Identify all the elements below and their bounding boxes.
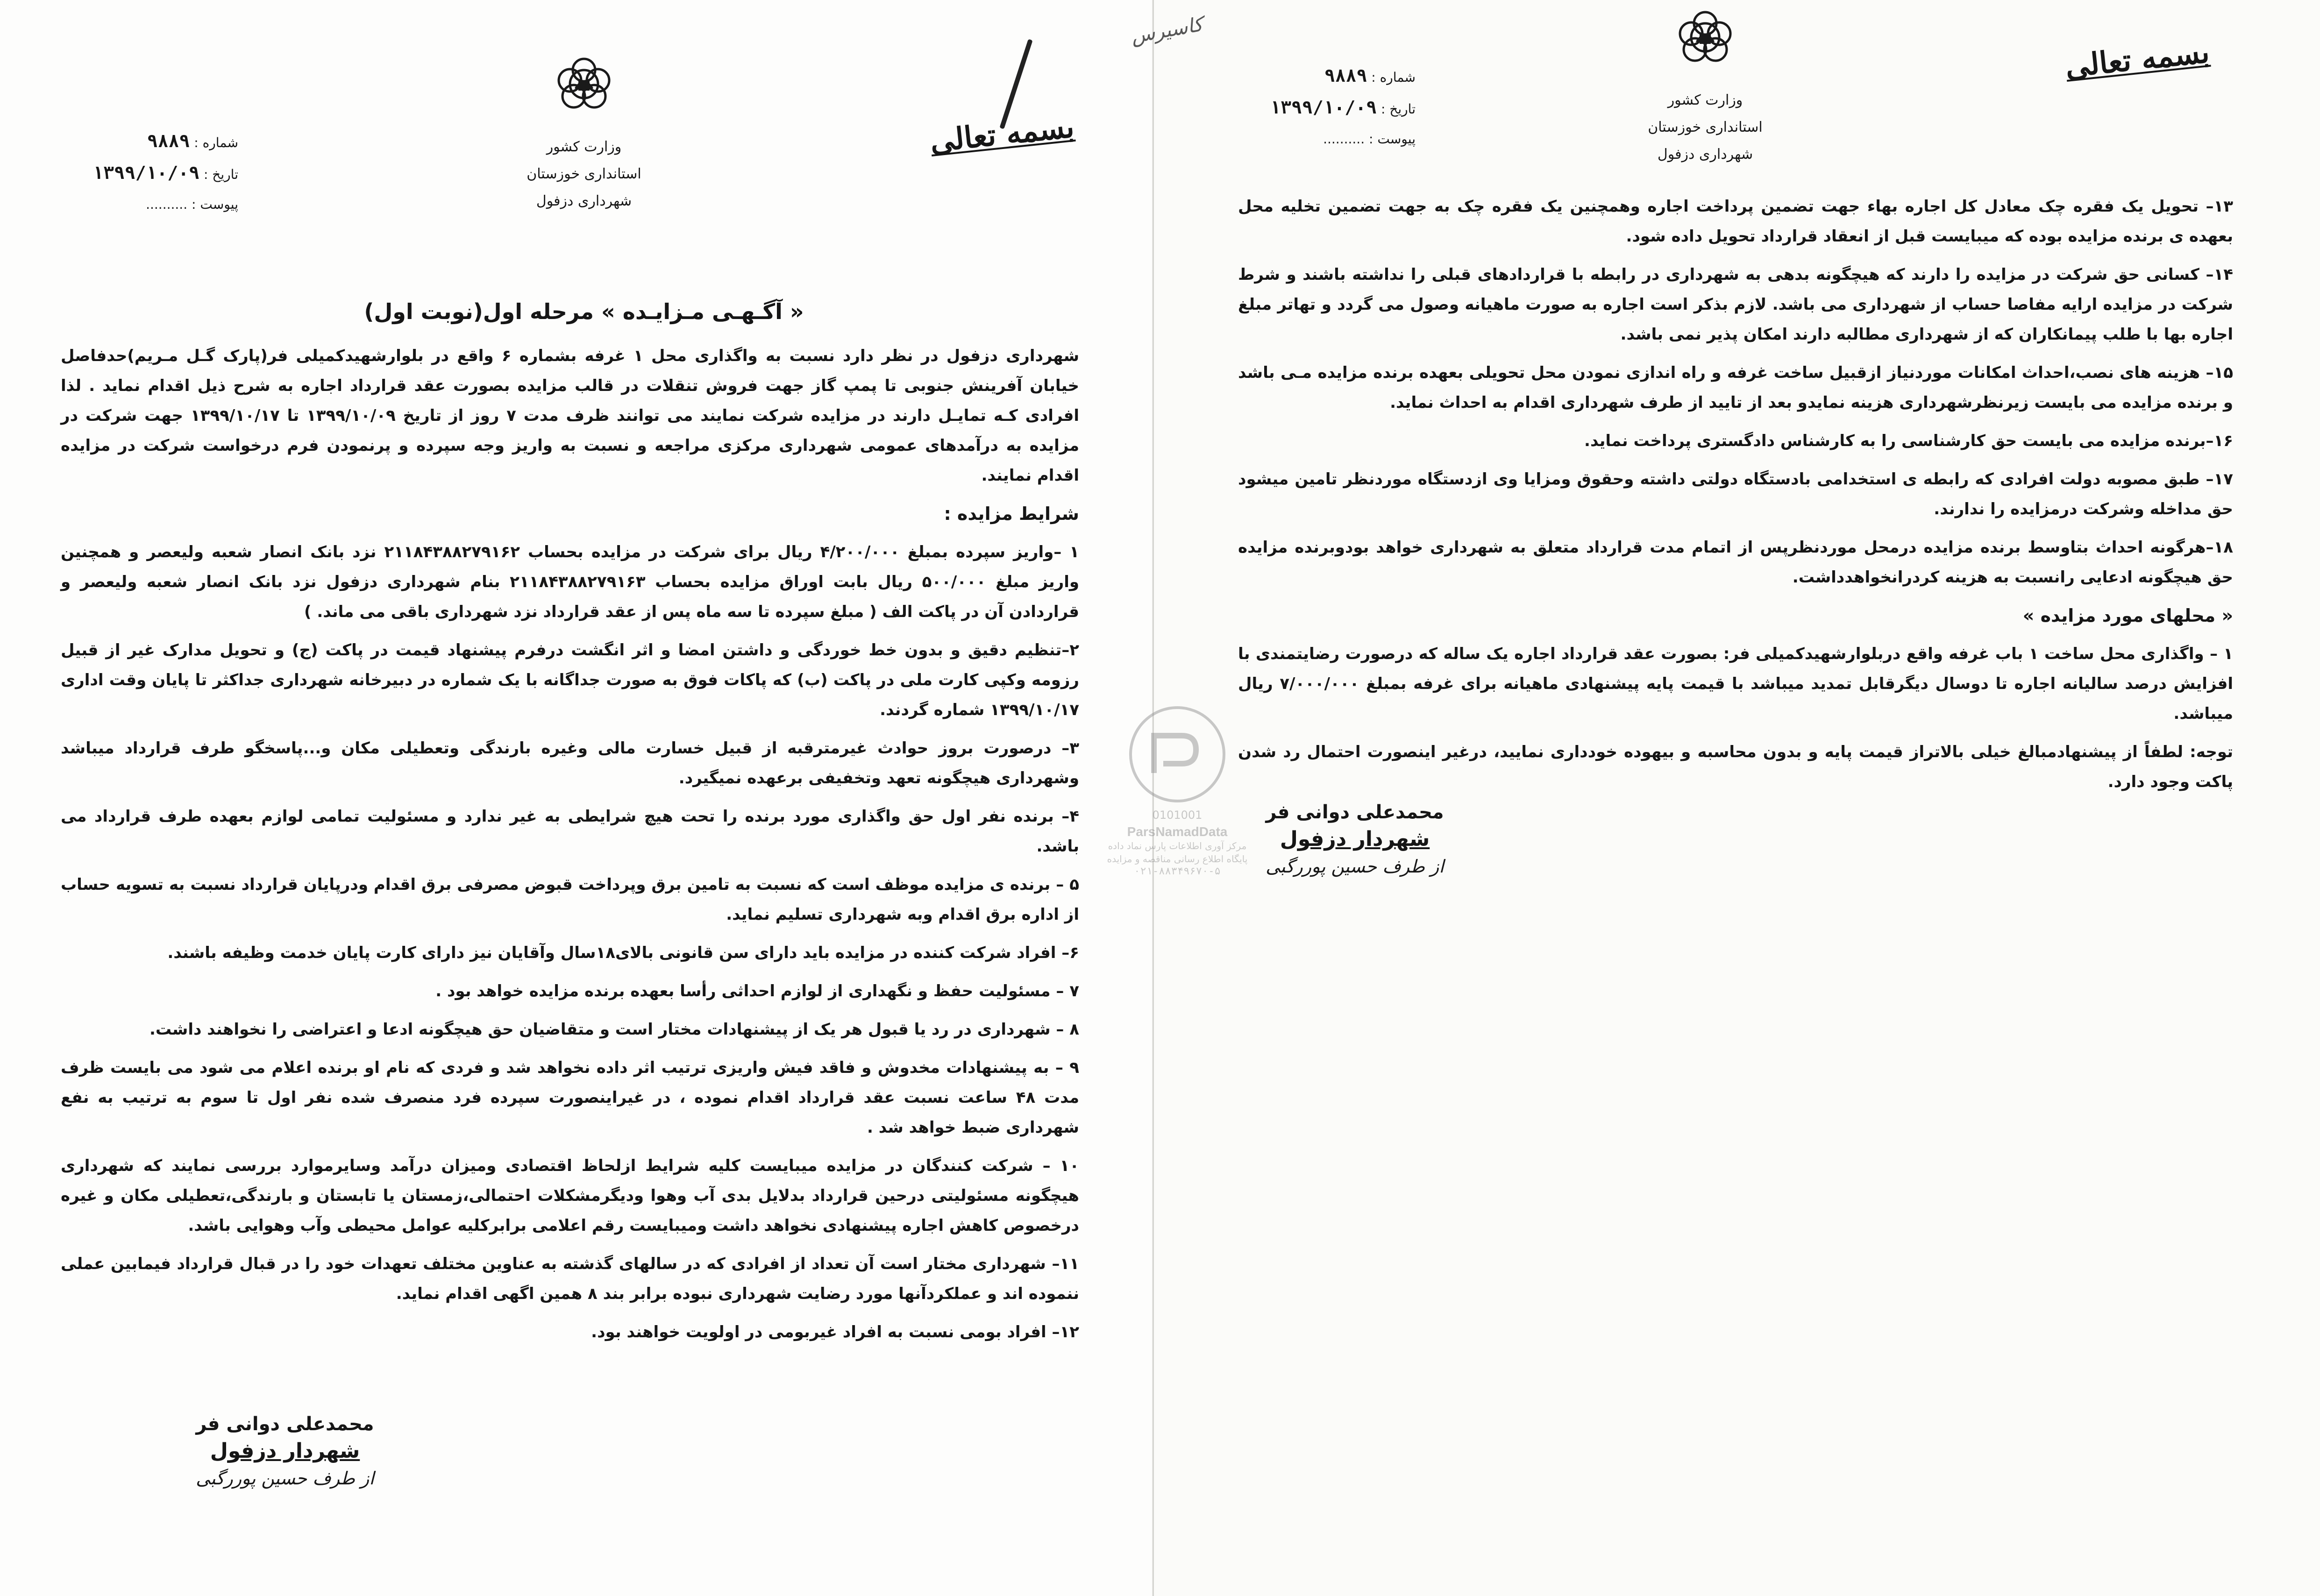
locations-title: « محلهای مورد مزایده » (2022, 605, 2233, 626)
condition-2: ۲–تنظیم دقیق و بدون خط خوردگی و داشتن امضا و اثر انگشت درفرم پیشنهاد قیمت در پاکت (ج) و تحویل مدارک غیر از قبیل رزومه وکپی کارت ملی در پاکت (ب) که پاکات فوق به صورت جداگانه با یک شماره در دبیرخانه شهرداری جداکثر تا پایان وقت اداری ۱۳۹۹/۱۰/۱۷ شماره گردند. (61, 641, 1079, 719)
municipality-emblem-icon (1672, 5, 1738, 75)
letter-meta (1154, 61, 1416, 154)
handwritten-margin-note: کاسیرس (1129, 12, 1205, 48)
location-item-1: ۱ – واگذاری محل ساخت ۱ باب غرفه واقع دربلوارشهیدکمیلی فر: بصورت عقد قرارداد اجاره یک ساله که درصورت رضایتمندی با افزایش درصد سالیانه اجاره تا دوسال دیگرقابل تمدید میباشد با قیمت پایه پیشنهادی ماهیانه برای غرفه بمبلغ ۷/۰۰۰/۰۰۰ ریال میباشد. (1238, 645, 2234, 723)
number-label: شماره : (194, 135, 238, 150)
number-value: ۹۸۸۹ (147, 131, 190, 151)
bismillah-header: بسمه تعالی (928, 109, 1076, 159)
condition-15: ۱۵– هزینه های نصب،احداث امکانات موردنیاز ازقبیل ساخت غرفه و راه اندازی نمودن محل تحویلی بعهده برنده مزایده مـی باشد و برنده مزایده می بایست زیرنظرشهرداری هزینه نمایدو بعد از تایید از طرف شهرداری اقدام به احداث نماید. (1238, 363, 2233, 412)
condition-1: ۱ –واریز سپرده بمبلغ ۴/۲۰۰/۰۰۰ ریال برای شرکت در مزایده بحساب ۲۱۱۸۴۳۸۸۲۷۹۱۶۲ نزد بانک انصار شعبه ولیعصر و همچنین واریز مبلغ ۵۰۰/۰۰۰ ریال بابت اوراق مزایده بحساب ۲۱۱۸۴۳۸۸۲۷۹۱۶۳ بنام شهرداری دزفول نزد بانک انصار شعبه ولیعصر و قراردادن آن در پاکت الف ( مبلغ سپرده تا سه ماه پس از عقد قرارداد نزد شهرداری باقی می ماند. ) (61, 543, 1079, 621)
condition-13: ۱۳– تحویل یک فقره چک معادل کل اجاره بهاء جهت تضمین پرداخت اجاره وهمچنین یک فقره چک به جهت تضمین تخلیه محل بعهده ی برنده مزایده بوده که میبایست قبل از انعقاد قرارداد تحویل داده شود. (1238, 197, 2233, 246)
number-value: ۹۸۸۹ (1324, 65, 1367, 86)
condition-7: ۷ – مسئولیت حفظ و نگهداری از لوازم احداثی رأسا بعهده برنده مزایده خواهد بود . (435, 982, 1079, 1000)
attachment-label: پیوست : .......... (146, 197, 238, 212)
right-page (1154, 0, 2320, 1596)
province-label: استانداری خوزستان (527, 166, 641, 182)
municipality-label: شهرداری دزفول (536, 193, 632, 209)
signatory-name: محمدعلی دوانی فر (196, 1413, 374, 1435)
notice-body-continued (1238, 192, 2233, 805)
condition-3: ۳– درصورت بروز حوادث غیرمترقبه از قبیل خسارت مالی وغیره بارندگی وتعطیلی مکان و...پاسخگو طرف قرارداد میباشد وشهرداری هیچگونه تعهد وتخفیفی برعهده نمیگیرد. (61, 739, 1079, 787)
date-value: ۱۳۹۹/۱۰/۰۹ (93, 163, 200, 183)
signatory-role: شهردار دزفول (210, 1439, 360, 1463)
notice-body (61, 341, 1079, 1355)
condition-12: ۱۲– افراد بومی نسبت به افراد غیربومی در اولویت خواهند بود. (591, 1323, 1079, 1341)
letterhead (1616, 5, 1794, 168)
handwritten-signature: از طرف حسین پوررگبی (1266, 856, 1444, 877)
watermark-phone: ۰۲۱-۸۸۳۴۹۶۷۰-۵ (1134, 865, 1221, 877)
watermark-name: ParsNamadData (1127, 824, 1228, 839)
attachment-label: پیوست : .......... (1323, 131, 1416, 147)
signatory-role: شهردار دزفول (1280, 827, 1430, 851)
letter-meta (19, 126, 238, 220)
condition-18: ۱۸–هرگونه احداث بتاوسط برنده مزایده درمحل موردنظرپس از اتمام مدت قرارداد متعلق به شهرداری خواهد بودوبرنده مزایده حق هیچگونه ادعایی رانسبت به هزینه کردرانخواهدداشت. (1238, 538, 2233, 587)
left-page (0, 0, 1154, 1596)
handwritten-signature: از طرف حسین پوررگبی (196, 1468, 374, 1489)
municipality-emblem-icon (551, 51, 617, 121)
condition-11: ۱۱– شهرداری مختار است آن تعداد از افرادی که در سالهای گذشته به عناوین مختلف تعهدات خود را در قبال قرارداد فیمابین عملی ننموده اند و عملکردآنها مورد رضایت شهرداری نبوده برابر بند ۸ همین اگهی اقدام نماید. (61, 1255, 1079, 1303)
ministry-label: وزارت کشور (546, 139, 622, 155)
condition-5: ۵ – برنده ی مزایده موظف است که نسبت به تامین برق وپرداخت قبوض مصرفی برق اقدام ودرپایان قرارداد نسبت به تسویه حساب از اداره برق اقدام وبه شهرداری تسلیم نماید. (61, 875, 1079, 924)
date-label: تاریخ : (203, 167, 238, 182)
date-label: تاریخ : (1381, 101, 1416, 117)
condition-10: ۱۰ – شرکت کنندگان در مزایده میبایست کلیه شرایط ازلحاظ اقتصادی ومیزان درآمد وسایرموارد بررسی نمایند که شهرداری هیچگونه مسئولیتی درحین قرارداد بدلایل بدی آب وهوا ودیگرمشکلات احتمالی،زمستان یا تابستان و بارندگی،تعطیلی مکان و غیره درخصوص کاهش اجاره پیشنهادی نخواهد داشت ومیبایست رقم اعلامی برابرکلیه عوامل محیطی وآب وهوایی باشد. (61, 1156, 1079, 1235)
letterhead (495, 51, 673, 215)
signature-block (154, 1411, 416, 1492)
condition-4: ۴– برنده نفر اول حق واگذاری مورد برنده را تحت هیچ شرایطی به غیر ندارد و مسئولیت تمامی لوازم بعهده طرف قرارداد می باشد. (61, 807, 1079, 856)
watermark-logo-icon (1126, 703, 1229, 806)
watermark-code: 0101001 (1152, 809, 1203, 822)
condition-17: ۱۷– طبق مصوبه دولت افرادی که رابطه ی استخدامی بادستگاه دولتی داشته وحقوق ومزایا وی ازدستگاه موردنظر تامین میشود حق مداخله وشرکت درمزایده را ندارند. (1238, 470, 2233, 518)
condition-9: ۹ – به پیشنهادات مخدوش و فاقد فیش واریزی ترتیب اثر داده نخواهد شد و فردی که نام او برنده اعلام می شود می بایست ظرف مدت ۴۸ ساعت نسبت عقد قرارداد اقدام نموده ، در غیراینصورت سپرده فرد منصرف شده نفر اول تا سوم به ترتیب به نفع شهرداری ضبط خواهد شد . (61, 1058, 1079, 1137)
condition-8: ۸ – شهرداری در رد یا قبول هر یک از پیشنهادات مختار است و متقاضیان حق هیچگونه ادعا و اعتراضی را نخواهند داشت. (149, 1020, 1079, 1039)
signatory-name: محمدعلی دوانی فر (1266, 802, 1444, 823)
bismillah-header: بسمه تعالی (2064, 35, 2211, 85)
price-note: توجه: لطفاً از پیشنهادمبالغ خیلی بالاتراز قیمت پایه و بدون محاسبه و بیهوده خودداری نمایید، درغیر اینصورت احتمال رد شدن پاکت وجود دارد. (1238, 743, 2233, 791)
date-value: ۱۳۹۹/۱۰/۰۹ (1270, 97, 1377, 118)
municipality-label: شهرداری دزفول (1657, 146, 1753, 163)
notice-intro: شهرداری دزفول در نظر دارد نسبت به واگذاری محل ۱ غرفه بشماره ۶ واقع در بلوارشهیدکمیلی فر(پارک گـل مـریم)حدفاصل خیابان آفرینش جنوبی تا پمپ گاز جهت فروش تنقلات در قالب مزایده بصورت عقد قرارداد اجاره به شرح ذیل اقدام نماید . لذا افرادی کـه تمایـل دارند در مزایده شرکت نمایند می توانند ظرف مدت ۷ روز از تاریخ ۱۳۹۹/۱۰/۰۹ تا ۱۳۹۹/۱۰/۱۷ جهت شرکت در مزایده به درآمدهای عمومی شهرداری مرکزی مراجعه و نسبت به واریز وجه سپرده و پرنمودن فرم درخواست شرکت در مزایده اقدام نمایند. (61, 347, 1079, 485)
condition-6: ۶– افراد شرکت کننده در مزایده باید دارای سن قانونی بالای۱۸سال وآقایان نیز دارای کارت پایان خدمت وظیفه باشند. (167, 943, 1079, 962)
ministry-label: وزارت کشور (1667, 92, 1743, 108)
conditions-title: شرایط مزایده : (944, 504, 1079, 524)
province-label: استانداری خوزستان (1648, 119, 1763, 135)
number-label: شماره : (1371, 70, 1416, 85)
watermark-description: مرکز آوری اطلاعات پارس نماد داده پایگاه اطلاع رسانی مناقصه و مزایده (1107, 840, 1248, 865)
parsnamad-watermark (1079, 703, 1275, 899)
condition-16: ۱۶–برنده مزایده می بایست حق کارشناسی را به کارشناس دادگستری پرداخت نماید. (1584, 432, 2233, 450)
notice-title: « آگـهـی مـزایـده » مرحله اول(نوبت اول) (364, 299, 804, 324)
condition-14: ۱۴– کسانی حق شرکت در مزایده را دارند که هیچگونه بدهی به شهرداری در رابطه با قراردادهای قبلی را نداشته باشند و شرط شرکت در مزایده ارایه مفاصا حساب از شهرداری می باشد. لازم بذکر است اجاره به صورت ماهیانه وصول می گردد و تهاتر مبلغ اجاره بها با طلب پیمانکاران که از شهرداری مطالبه دارند امکان پذیر نمی باشد. (1238, 265, 2233, 344)
